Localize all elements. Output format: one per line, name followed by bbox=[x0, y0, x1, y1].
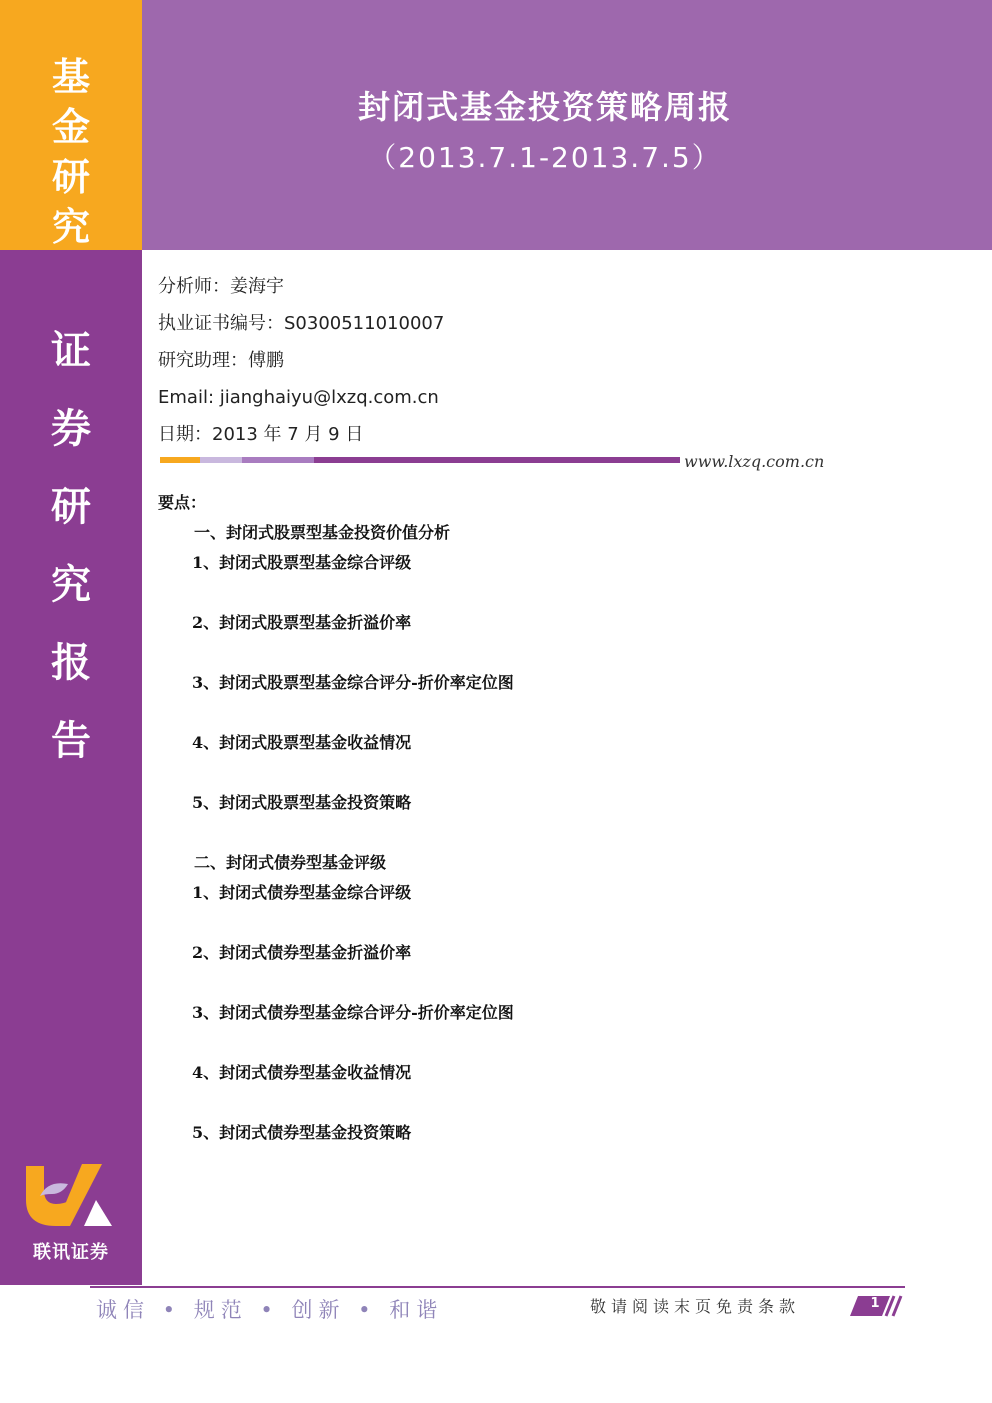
sidebar-main-char: 究 bbox=[51, 561, 91, 608]
sidebar-main-title bbox=[0, 312, 142, 780]
list-item: 5、封闭式股票型基金投资策略 bbox=[192, 793, 412, 812]
sidebar-main-block bbox=[0, 250, 142, 1285]
list-item: 3、封闭式股票型基金综合评分-折价率定位图 bbox=[192, 673, 514, 692]
sidebar-main-char: 证 bbox=[51, 327, 91, 374]
list-item: 3、封闭式债券型基金综合评分-折价率定位图 bbox=[192, 1003, 514, 1022]
sidebar-top-title bbox=[0, 52, 142, 252]
sidebar-main-char: 券 bbox=[51, 405, 91, 452]
author-info bbox=[158, 268, 444, 453]
footer-divider bbox=[90, 1286, 905, 1288]
report-header bbox=[142, 0, 992, 250]
list-item: 2、封闭式股票型基金折溢价率 bbox=[192, 613, 412, 632]
disclaimer-note: 敬请阅读末页免责条款 bbox=[590, 1297, 801, 1316]
report-title: 封闭式基金投资策略周报 bbox=[357, 88, 732, 126]
list-item: 4、封闭式股票型基金收益情况 bbox=[192, 733, 412, 752]
page-number: 1 bbox=[870, 1296, 880, 1311]
list-item: 1、封闭式债券型基金综合评级 bbox=[192, 883, 412, 902]
sidebar-main-char: 报 bbox=[51, 639, 91, 686]
section-divider bbox=[160, 457, 680, 463]
license-line: 执业证书编号：S0300511010007 bbox=[158, 313, 445, 334]
keypoints-heading: 要点： bbox=[158, 493, 207, 512]
sidebar-top-char: 究 bbox=[51, 204, 90, 249]
analyst-line: 分析师：姜海宇 bbox=[158, 276, 284, 297]
company-logo-icon bbox=[22, 1160, 120, 1232]
list-item: 5、封闭式债券型基金投资策略 bbox=[192, 1123, 412, 1142]
list-item: 4、封闭式债券型基金收益情况 bbox=[192, 1063, 412, 1082]
company-logo-text: 联讯证券 bbox=[33, 1242, 109, 1263]
website-link[interactable]: www.lxzq.com.cn bbox=[684, 452, 825, 471]
sidebar-main-char: 告 bbox=[51, 717, 91, 764]
report-period: （2013.7.1-2013.7.5） bbox=[368, 141, 722, 174]
date-line: 日期：2013 年 7 月 9 日 bbox=[158, 424, 364, 445]
sidebar-top-char: 研 bbox=[51, 154, 90, 199]
assistant-line: 研究助理：傅鹏 bbox=[158, 350, 284, 371]
email-line: Email: jianghaiyu@lxzq.com.cn bbox=[158, 387, 439, 408]
list-item: 1、封闭式股票型基金综合评级 bbox=[192, 553, 412, 572]
sidebar-top-char: 金 bbox=[51, 104, 90, 149]
list-item: 2、封闭式债券型基金折溢价率 bbox=[192, 943, 412, 962]
company-motto: 诚信 • 规范 • 创新 • 和谐 bbox=[96, 1298, 444, 1322]
sidebar-main-char: 研 bbox=[51, 483, 91, 530]
section2-title: 二、封闭式债券型基金评级 bbox=[194, 853, 387, 872]
sidebar-top-char: 基 bbox=[51, 54, 90, 99]
section1-title: 一、封闭式股票型基金投资价值分析 bbox=[194, 523, 451, 542]
sidebar-top-block bbox=[0, 0, 142, 250]
